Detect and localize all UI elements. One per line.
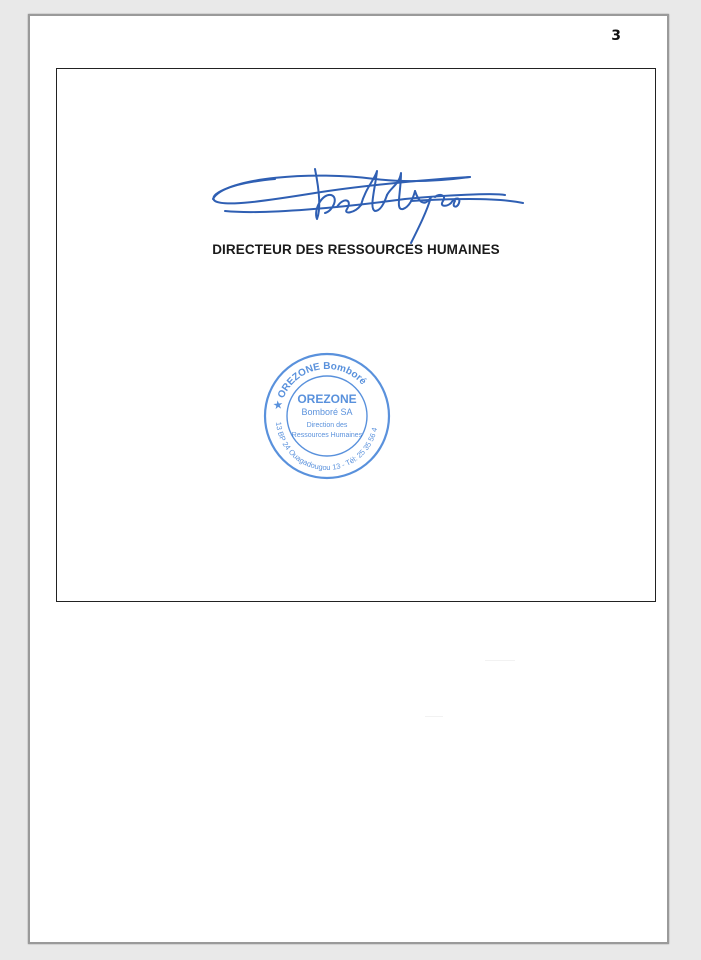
svg-text:13 BP 24 Ouagadougou 13 - Tél:: 13 BP 24 Ouagadougou 13 - Tél: 25 35 56 4	[274, 421, 380, 473]
scan-speck	[425, 716, 443, 717]
svg-text:Ressources Humaines: Ressources Humaines	[291, 432, 363, 439]
svg-text:★ OREZONE Bomboré: ★ OREZONE Bomboré	[272, 360, 369, 411]
signatory-title: DIRECTEUR DES RESSOURCES HUMAINES	[212, 242, 500, 257]
handwritten-signature	[205, 149, 525, 245]
svg-text:OREZONE: OREZONE	[297, 392, 357, 406]
company-stamp	[262, 351, 392, 481]
signature-frame	[56, 68, 656, 602]
page-number: 3	[611, 28, 621, 44]
svg-text:Direction des: Direction des	[306, 422, 348, 429]
svg-text:Bomboré SA: Bomboré SA	[301, 407, 353, 417]
document-page	[28, 14, 669, 944]
scan-speck	[485, 660, 515, 661]
